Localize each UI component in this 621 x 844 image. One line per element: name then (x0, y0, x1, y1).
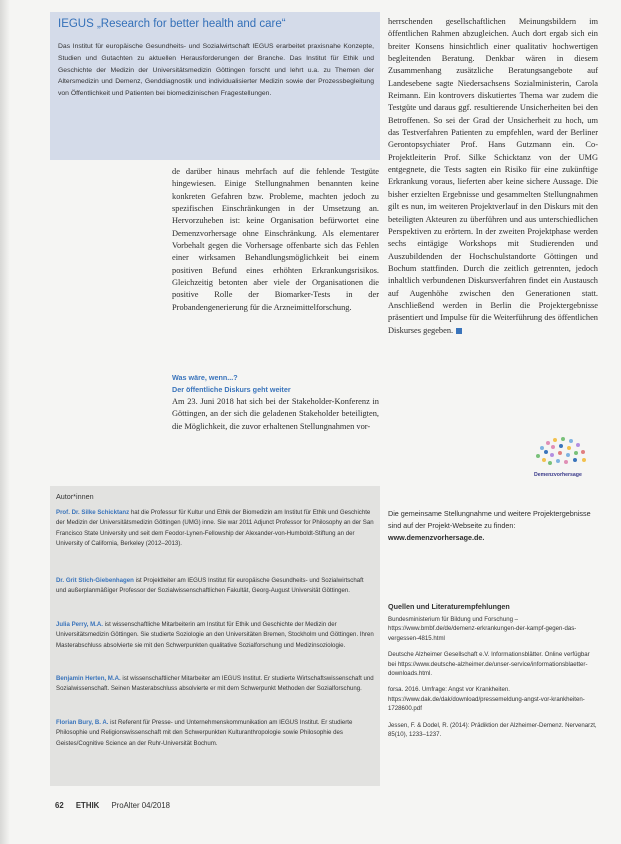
author-bio: ist Referent für Presse- und Unternehmenskommunikation am IEGUS Institut. Er studierte Philosophie und Religionswissenschaft mit den Schwerpunkten Kulturanthropologie sowie Philosophie des Geistes/Cognitive Science an der Ruhr-Universität Bochum. (56, 719, 353, 747)
author-bio: hat die Professur für Kultur und Ethik der Biomedizin am Institut für Ethik und Geschichte der Medizin der Universitätsmedizin Göttingen (UMG) inne. Sie war 2011 Adjunct Professor for Philosophy an der San Francisco State University und seit dem Feodor-Lynen-Fellowship der Alexander-von-Humboldt-Stiftung an der University of California, Berkeley (2012–2013). (56, 509, 374, 547)
subheading-question: Was wäre, wenn...? (172, 373, 238, 382)
page-footer (55, 801, 170, 810)
author-bio: ist wissenschaftlicher Mitarbeiter am IEGUS Institut. Er studierte Wirtschaftswissenschaft und Sozialwissenschaft. Seinen Masterabschluss absolvierte er mit dem Schwerpunkt Methoden der Sozialforschung. (56, 675, 374, 693)
demenzvorhersage-logo (528, 432, 596, 500)
middle-column-text: de darüber hinaus mehrfach auf die fehlende Testgüte hingewiesen. Einige Stellungnahmen benannten keine konkreten Gefahren bzw. Probleme, machten jedoch zu spezifischen Einschränkungen in der Umsetzung an. Hervorzuheben ist: keine Organisation befürwortet eine Demenzvorhersage ohne Einschränkung. Als elementarer Vorbehalt gegen die Vorhersage offenbarte sich das Fehlen einer wirksamen Behandlungsmöglichkeit bei einem positiven Befund eines erhöhten Erkrankungsrisikos. Gleichzeitig betonten aber viele der Organisationen die positive Rolle der Biomarker-Tests in der Probandengenerierung für die Arzneimittelforschung. (172, 167, 379, 312)
author-name: Prof. Dr. Silke Schicktanz (56, 509, 130, 516)
middle-column (172, 166, 379, 314)
subheading-discourse: Der öffentliche Diskurs geht weiter (172, 385, 291, 394)
source-item: Bundesministerium für Bildung und Forschung – https://www.bmbf.de/de/demenz-erkrankungen-der-kampf-gegen-das-vergessen-4815.html (388, 616, 577, 642)
infobox-body: Das Institut für europäische Gesundheits- und Sozialwirtschaft IEGUS erarbeitet praxisnahe Konzepte, Studien und Gutachten zu aktuellen Herausforderungen der Branche. Das Institut für Ethik und Geschichte der Medizin der Universitätsmedizin Göttingen forscht und lehrt u.a. zu Themen der Altersmedizin und Demenz, Genddiagnostik und individualisierter Medizin sowie der Prozessbegleitung von Öffentlichkeit und Patienten bei biomedizinischen Fragestellungen. (58, 43, 374, 98)
author-bio: ist wissenschaftliche Mitarbeiterin am Institut für Ethik und Geschichte der Medizin der Universitätsmedizin Göttingen. Sie studierte Soziologie an den Universitäten Bremen, Stockholm und Göttingen. Ihren Masterabschluss absolvierte sie mit den Schwerpunkten qualitative Sozialforschung und Medizinsoziologie. (56, 621, 374, 649)
right-column (388, 16, 598, 337)
author-entry (56, 620, 374, 651)
author-entry (56, 508, 374, 549)
authors-box (50, 486, 380, 786)
sources-title: Quellen und Literaturempfehlungen (388, 602, 510, 611)
author-entry (56, 718, 374, 749)
infobox-title: IEGUS „Research for better health and care“ (58, 18, 286, 30)
author-entry (56, 674, 374, 695)
project-link-text (388, 508, 596, 543)
logo-dots (536, 437, 586, 465)
author-name: Florian Bury, B. A. (56, 719, 109, 726)
article-end-mark (456, 328, 462, 334)
source-item: forsa. 2016. Umfrage: Angst vor Krankheiten. https://www.dak.de/dak/download/pressemeldung-angst-vor-krankheiten-1728600.pdf (388, 686, 585, 713)
logo-text: Demenzvorhersage (534, 472, 582, 478)
middle-column-section (172, 372, 379, 433)
project-link-note (388, 508, 596, 543)
author-entry (56, 576, 374, 597)
sources-section (388, 602, 598, 746)
right-column-text (388, 16, 598, 337)
project-url[interactable]: www.demenzvorhersage.de. (388, 532, 485, 542)
source-item: Jessen, F. & Dodel, R. (2014): Prädiktion der Alzheimer-Demenz. Nervenarzt, 85(10), 1233–1237. (388, 721, 597, 739)
author-name: Benjamin Herten, M.A. (56, 675, 121, 682)
author-name: Julia Perry, M.A. (56, 621, 103, 628)
authors-title: Autor*innen (56, 492, 94, 501)
page-number: 62 (55, 801, 64, 810)
closing-text: Die gemeinsame Stellungnahme und weitere Projektergebnisse sind auf der Projekt-Webseite zu finden: (388, 509, 591, 530)
page-gutter-shadow (0, 0, 10, 844)
section-name: ETHIK (75, 801, 100, 810)
source-item: Deutsche Alzheimer Gesellschaft e.V. Informationsblätter. Online verfügbar bei https://www.deutsche-alzheimer.de/unser-service/informationsblaetter-downloads.html. (388, 651, 590, 678)
iegus-infobox (50, 12, 380, 160)
author-bio: ist Projektleiter am IEGUS Institut für europäische Gesundheits- und Sozialwirtschaft und außerplanmäßiger Professor der Sozialwissenschaftlichen Fakultät, Georg-August Universität Göttingen. (56, 577, 364, 595)
middle-column-text-2: Am 23. Juni 2018 hat sich bei der Stakeholder-Konferenz in Göttingen, an der sich die geladenen Stakeholder beteiligten, die Möglichkeit, die zuvor erhaltenen Stellungnahmen vor- (172, 397, 379, 431)
right-column-body: herrschenden gesellschaftlichen Meinungsbildern im öffentlichen Rahmen abzugleichen. Auch dort ergab sich ein breiter Konsens hinsichtlich einer qualitativ hochwertigen begleitenden Beratung. Denkbar wären in diesem Zusammenhang zusätzliche Beratungsangebote auf Landesebene sagte Niedersachsens Sozialministerin, Carola Reimann. Ein kontrovers diskutiertes Thema war zudem die Testgüte und daraus ggf. resultierende Unsicherheiten bei den Betroffenen. So sei der Grad der Unsicherheit zu hoch, um das Testverfahren Patienten zu empfehlen, ward der Berliner Gerontopsychiater Prof. Hans Gutzmann ein. Co-Projektleiterin Prof. Silke Schicktanz von der UMG entgegnete, die Tests sagten ein Risiko für eine zukünftige Erkrankung voraus, lieferten aber keine sichere Aussage. Die bisher erzielten Ergebnisse und gesammelten Stellungnahmen gilt es nun, im weiteren Projektverlauf in den Diskurs mit den beteiligten Akteuren zu überführen und aus unterschiedlichen Perspektiven zu erörtern. In der zweiten Projektphase werden sechs eintägige Workshops mit Studierenden und Auszubildenden der Hochschulstandorte Göttingen und Bochum stattfinden. Durch die zeitlich getrennten, jedoch inhaltlich verbundenen Diskursverfahren findet ein Austausch auf Augenhöhe zwischen den Generationen statt. Anschließend werden in Berlin die Projektergebnisse präsentiert und Impulse für die Weiterführung des öffentlichen Diskurses gegeben. (388, 17, 598, 335)
author-name: Dr. Grit Stich-Giebenhagen (56, 577, 134, 584)
magazine-issue: ProAlter 04/2018 (111, 801, 170, 810)
